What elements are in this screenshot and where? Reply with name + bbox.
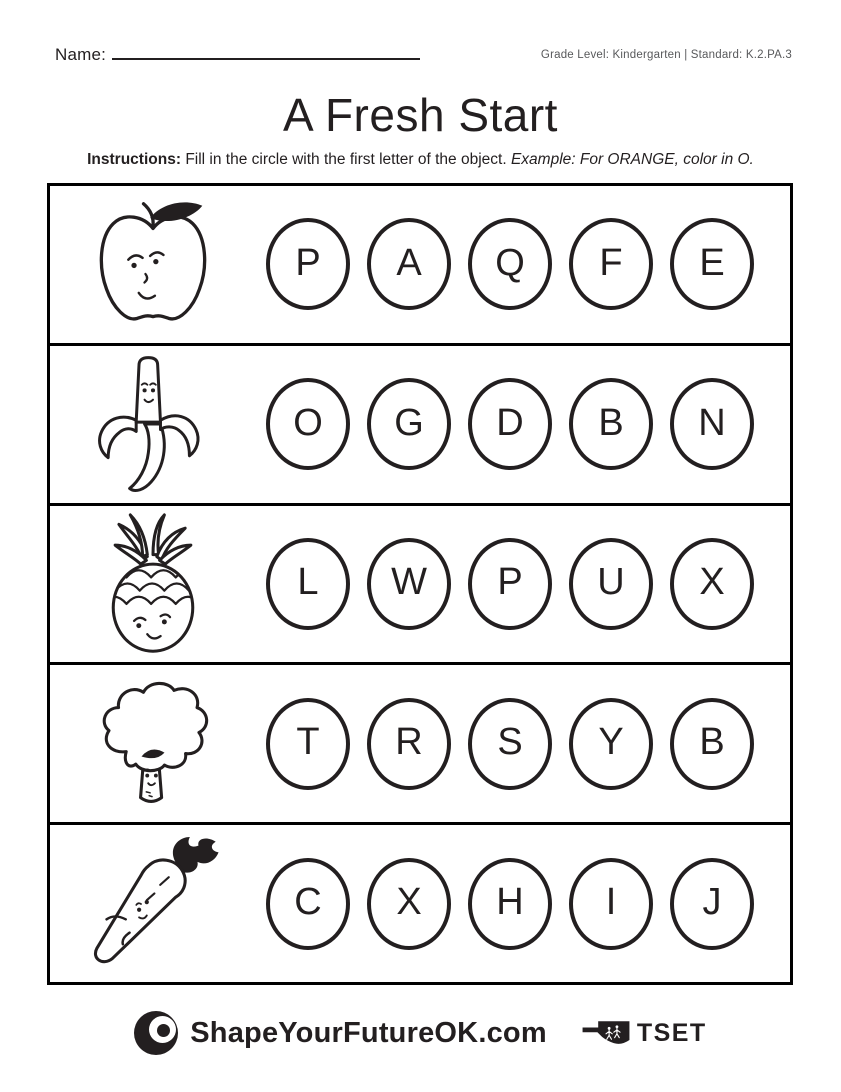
letter-circle[interactable]	[569, 218, 653, 310]
circle-letter: B	[699, 721, 725, 764]
letter-circle[interactable]	[468, 378, 552, 470]
circle-letter: I	[605, 881, 617, 924]
circle-letter: D	[496, 401, 524, 444]
carrot-icon	[82, 837, 224, 971]
instructions	[0, 151, 841, 169]
shape-your-future-logo-icon	[134, 1011, 178, 1055]
letter-circle[interactable]	[367, 858, 451, 950]
name-label: Name:	[55, 45, 107, 64]
broccoli-icon	[91, 677, 215, 811]
letter-circle[interactable]	[266, 538, 350, 630]
letter-circle[interactable]	[367, 698, 451, 790]
grade-standard-text: Grade Level: Kindergarten | Standard: K.2.PA.3	[540, 49, 792, 61]
letter-circle[interactable]	[569, 858, 653, 950]
instructions-body: Fill in the circle with the first letter of the object.	[185, 151, 507, 168]
circle-letter: N	[698, 401, 726, 444]
circle-letter: Y	[598, 721, 624, 764]
circle-letter: O	[293, 401, 323, 444]
circle-letter: X	[699, 561, 725, 604]
site-url-text: ShapeYourFutureOK.com	[190, 1016, 547, 1049]
broccoli-image-cell	[50, 677, 255, 811]
circle-letter: G	[394, 401, 424, 444]
instructions-example: Example: For ORANGE, color in O.	[510, 151, 754, 168]
circle-letter: S	[497, 721, 523, 764]
letter-circle[interactable]	[367, 378, 451, 470]
worksheet-row-banana	[50, 346, 790, 506]
worksheet-table	[47, 183, 793, 985]
worksheet-row-carrot	[50, 825, 790, 982]
worksheet-row-pineapple	[50, 506, 790, 666]
circle-letter: W	[391, 561, 427, 604]
letter-circle[interactable]	[367, 538, 451, 630]
letter-circle[interactable]	[670, 218, 754, 310]
letter-circle-group	[266, 698, 754, 790]
circle-letter: T	[296, 721, 320, 764]
letter-circle-group	[266, 858, 754, 950]
letter-circle-group	[266, 378, 754, 470]
letter-circle[interactable]	[468, 218, 552, 310]
circle-letter: H	[496, 881, 524, 924]
letter-circle-group	[266, 218, 754, 310]
letter-circle[interactable]	[468, 538, 552, 630]
letter-circle[interactable]	[670, 378, 754, 470]
circle-letter: E	[699, 241, 725, 284]
circle-letter: C	[294, 881, 322, 924]
circle-letter: X	[396, 881, 422, 924]
letter-circle[interactable]	[569, 698, 653, 790]
letter-circle[interactable]	[266, 858, 350, 950]
letter-circle[interactable]	[670, 858, 754, 950]
circle-letter: P	[497, 561, 523, 604]
circle-letter: Q	[495, 241, 525, 284]
letter-circle[interactable]	[468, 858, 552, 950]
circle-letter: J	[702, 881, 722, 924]
circle-letter: F	[599, 241, 623, 284]
worksheet-row-broccoli	[50, 665, 790, 825]
pineapple-icon	[95, 513, 211, 655]
circle-letter: U	[597, 561, 625, 604]
footer	[0, 1003, 841, 1063]
circle-letter: B	[598, 401, 624, 444]
circle-letter: L	[297, 561, 319, 604]
letter-circle[interactable]	[569, 538, 653, 630]
letter-circle[interactable]	[367, 218, 451, 310]
carrot-image-cell	[50, 837, 255, 971]
tset-label: TSET	[636, 1018, 707, 1047]
tset-logo	[581, 1016, 707, 1050]
circle-letter: R	[395, 721, 423, 764]
oklahoma-state-icon	[581, 1016, 631, 1050]
letter-circle[interactable]	[670, 538, 754, 630]
letter-circle[interactable]	[670, 698, 754, 790]
letter-circle[interactable]	[266, 218, 350, 310]
letter-circle[interactable]	[569, 378, 653, 470]
banana-image-cell	[50, 353, 255, 495]
pineapple-image-cell	[50, 513, 255, 655]
worksheet-row-apple	[50, 186, 790, 346]
name-row	[55, 44, 420, 65]
letter-circle[interactable]	[266, 378, 350, 470]
letter-circle[interactable]	[468, 698, 552, 790]
letter-circle-group	[266, 538, 754, 630]
apple-image-cell	[50, 200, 255, 328]
letter-circle[interactable]	[266, 698, 350, 790]
page-title: A Fresh Start	[283, 89, 558, 141]
banana-icon	[90, 353, 216, 495]
circle-letter: P	[295, 241, 321, 284]
circle-letter: A	[396, 241, 422, 284]
instructions-label: Instructions:	[87, 151, 181, 168]
name-blank-line[interactable]	[112, 44, 420, 60]
apple-icon	[91, 200, 215, 328]
